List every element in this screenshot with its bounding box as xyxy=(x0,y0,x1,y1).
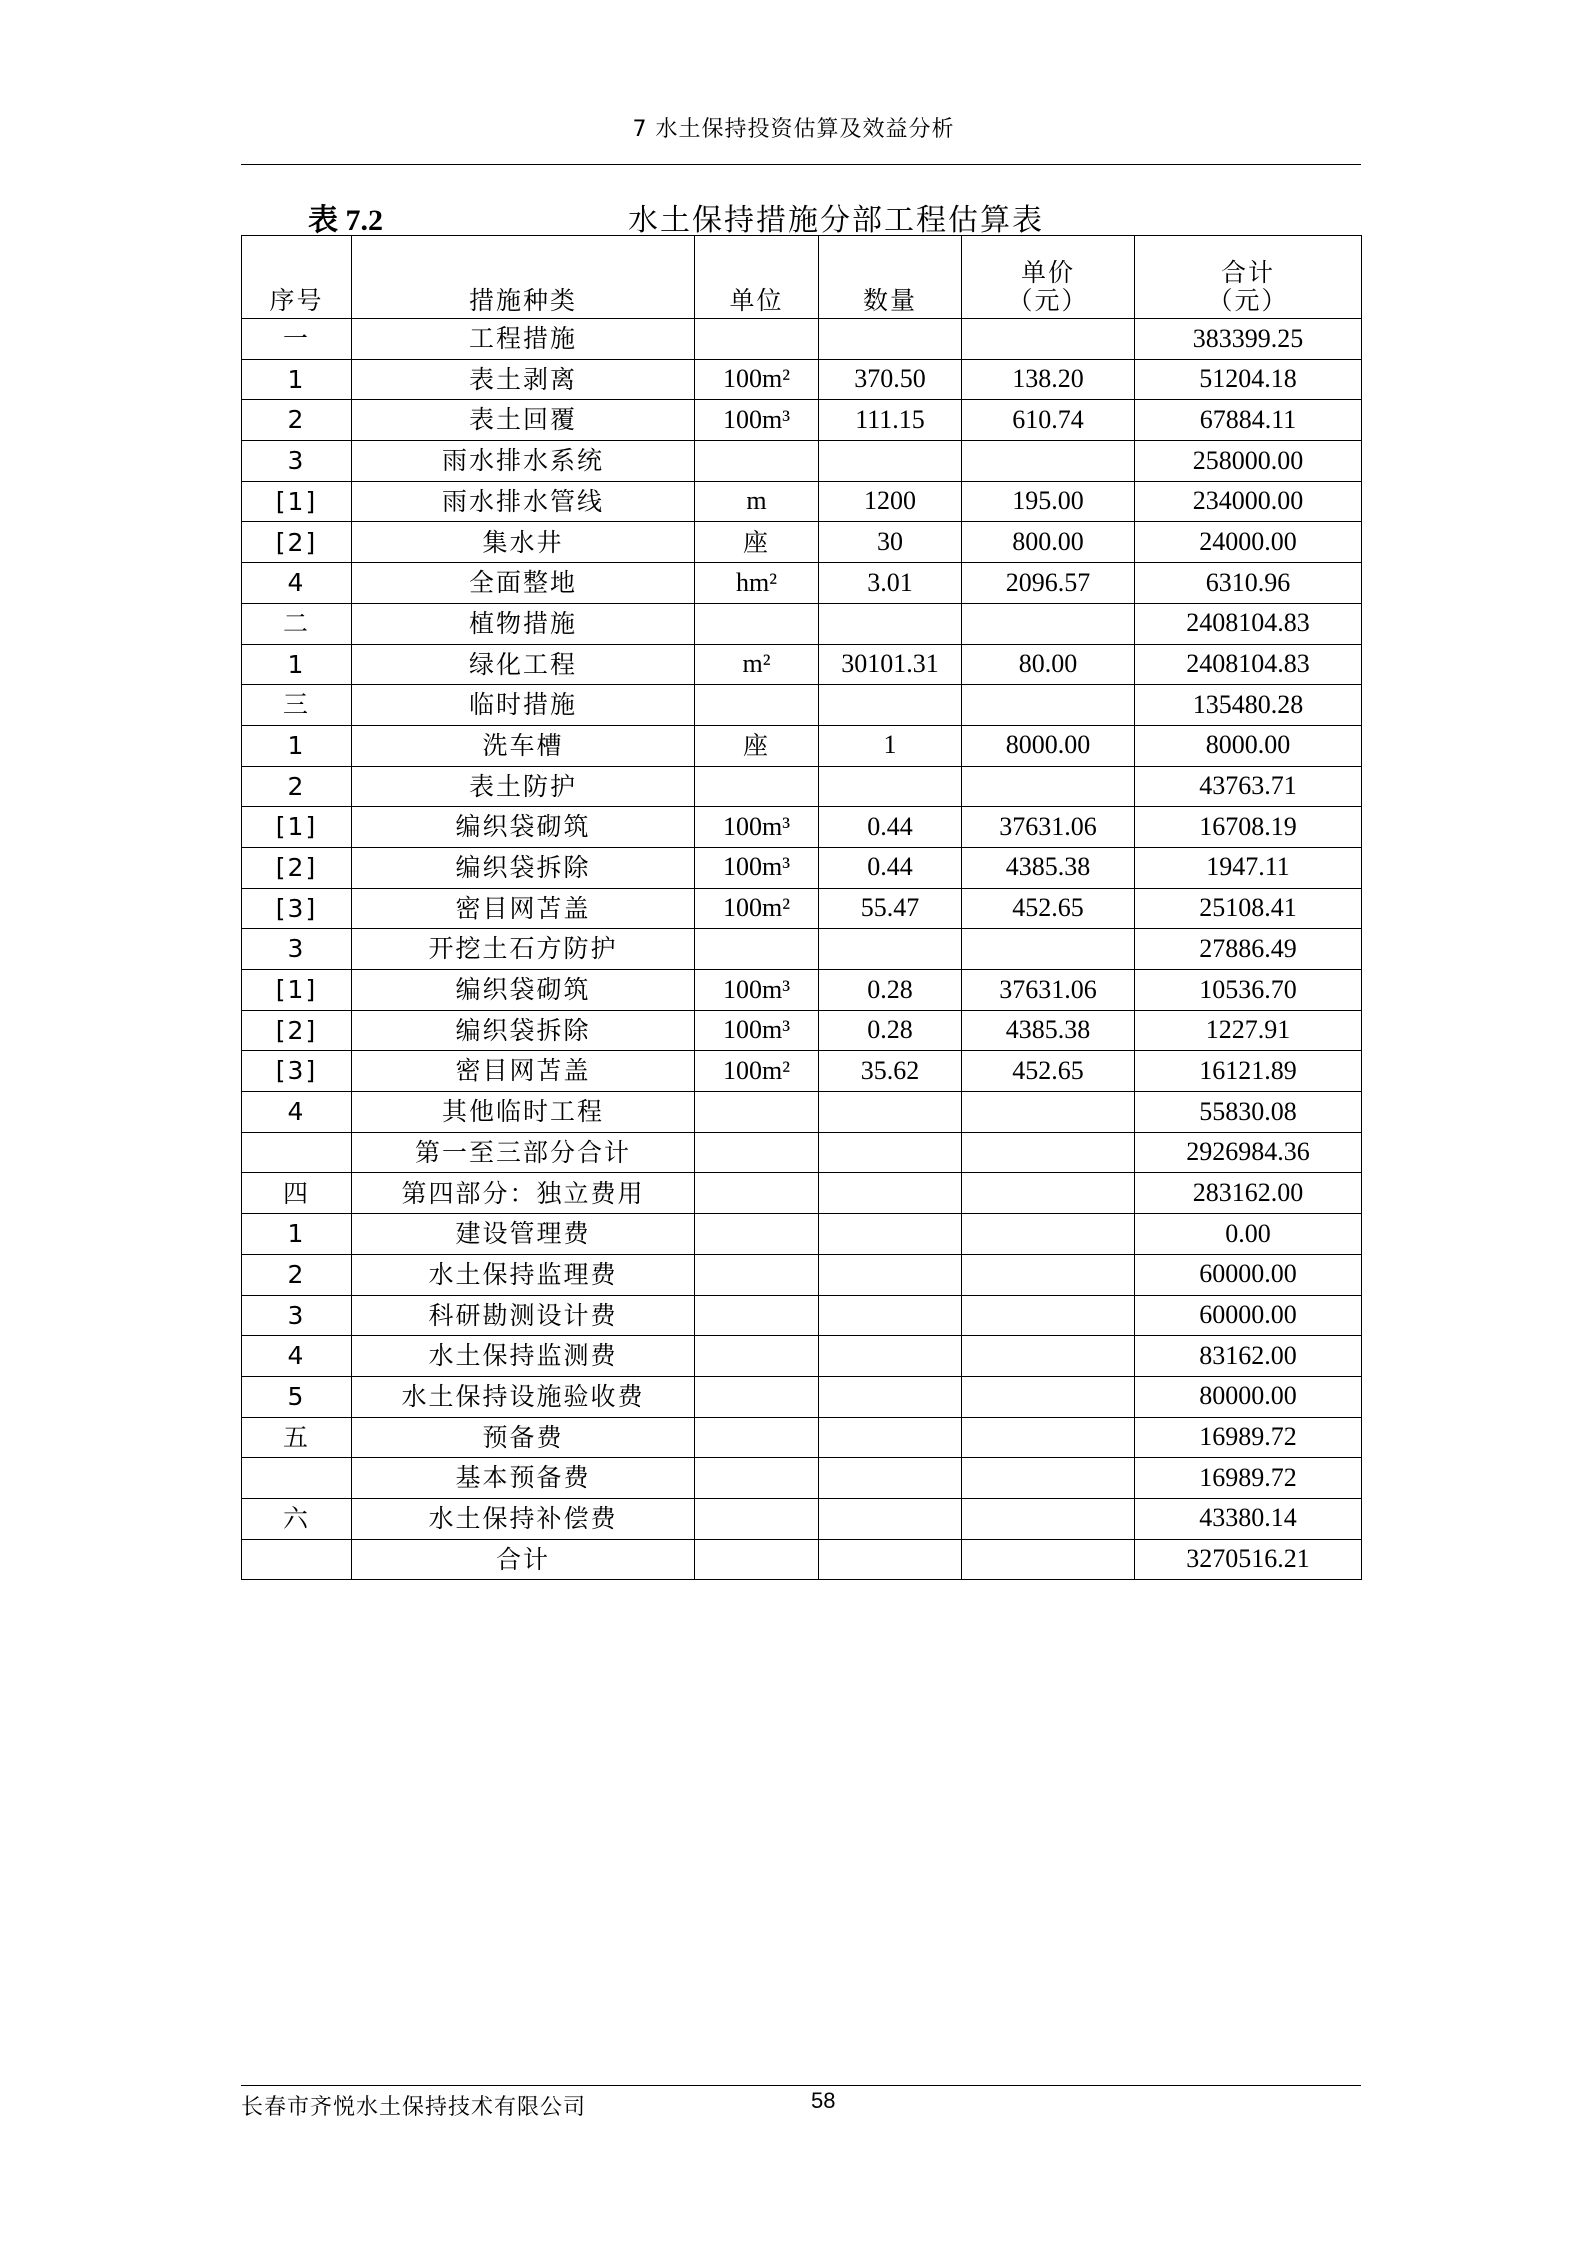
cell-serial-no: [2] xyxy=(242,1010,352,1051)
cell-serial-no: [2] xyxy=(242,847,352,888)
cell-quantity xyxy=(819,685,962,726)
table-row xyxy=(242,359,1362,400)
table-row xyxy=(242,1010,1362,1051)
cell-unit xyxy=(695,1417,819,1458)
table-row xyxy=(242,563,1362,604)
cell-measure-type: 建设管理费 xyxy=(352,1214,695,1255)
cell-total: 16989.72 xyxy=(1135,1458,1362,1499)
cell-quantity xyxy=(819,1254,962,1295)
header-total-line2: （元） xyxy=(1207,285,1289,315)
cell-unit xyxy=(695,1336,819,1377)
cell-quantity: 370.50 xyxy=(819,359,962,400)
cell-total: 6310.96 xyxy=(1135,563,1362,604)
cell-quantity: 30101.31 xyxy=(819,644,962,685)
cell-unit-price xyxy=(962,1376,1135,1417)
cell-unit xyxy=(695,319,819,360)
header-total-line1: 合计 xyxy=(1220,258,1275,287)
cell-unit-price xyxy=(962,685,1135,726)
table-row xyxy=(242,807,1362,848)
cell-measure-type: 表土防护 xyxy=(352,766,695,807)
cell-quantity xyxy=(819,766,962,807)
cell-unit xyxy=(695,1173,819,1214)
cell-unit xyxy=(695,929,819,970)
cell-measure-type: 合计 xyxy=(352,1539,695,1580)
table-row xyxy=(242,766,1362,807)
footer-rule xyxy=(241,2085,1361,2086)
cell-unit-price: 2096.57 xyxy=(962,563,1135,604)
cell-serial-no: 二 xyxy=(242,603,352,644)
cell-total: 16989.72 xyxy=(1135,1417,1362,1458)
cell-measure-type: 绿化工程 xyxy=(352,644,695,685)
cell-quantity xyxy=(819,1376,962,1417)
cell-unit-price xyxy=(962,1132,1135,1173)
cell-unit: 100m³ xyxy=(695,970,819,1011)
table-row xyxy=(242,929,1362,970)
header-total xyxy=(1135,236,1362,319)
running-header: 7 水土保持投资估算及效益分析 xyxy=(632,117,955,142)
cell-unit-price: 138.20 xyxy=(962,359,1135,400)
table-row xyxy=(242,441,1362,482)
table-row xyxy=(242,1498,1362,1539)
cell-unit xyxy=(695,1539,819,1580)
cell-total: 43380.14 xyxy=(1135,1498,1362,1539)
cell-measure-type: 其他临时工程 xyxy=(352,1092,695,1133)
cell-unit xyxy=(695,441,819,482)
cell-total: 2926984.36 xyxy=(1135,1132,1362,1173)
cell-measure-type: 临时措施 xyxy=(352,685,695,726)
cell-serial-no: 四 xyxy=(242,1173,352,1214)
cell-total: 43763.71 xyxy=(1135,766,1362,807)
header-unit-price-line2: （元） xyxy=(1007,285,1089,315)
cell-serial-no: [1] xyxy=(242,807,352,848)
cell-total: 258000.00 xyxy=(1135,441,1362,482)
cell-quantity: 1200 xyxy=(819,481,962,522)
cell-quantity xyxy=(819,1498,962,1539)
cell-unit-price: 37631.06 xyxy=(962,970,1135,1011)
cell-serial-no: 一 xyxy=(242,319,352,360)
cell-serial-no: 4 xyxy=(242,1336,352,1377)
cell-serial-no: [3] xyxy=(242,1051,352,1092)
cell-unit-price xyxy=(962,766,1135,807)
cell-quantity: 30 xyxy=(819,522,962,563)
cell-unit: 100m³ xyxy=(695,400,819,441)
cell-measure-type: 第四部分：独立费用 xyxy=(352,1173,695,1214)
cell-quantity xyxy=(819,1458,962,1499)
cell-serial-no: 三 xyxy=(242,685,352,726)
cell-unit: m xyxy=(695,481,819,522)
table-row xyxy=(242,888,1362,929)
cell-unit xyxy=(695,1458,819,1499)
cell-measure-type: 雨水排水管线 xyxy=(352,481,695,522)
cell-unit-price xyxy=(962,603,1135,644)
cell-serial-no: 3 xyxy=(242,1295,352,1336)
cell-unit: 100m² xyxy=(695,888,819,929)
cell-unit: 100m² xyxy=(695,1051,819,1092)
cell-quantity: 0.44 xyxy=(819,847,962,888)
table-row xyxy=(242,1132,1362,1173)
cell-unit: 100m³ xyxy=(695,807,819,848)
cell-unit: m² xyxy=(695,644,819,685)
table-row xyxy=(242,400,1362,441)
cell-serial-no: 五 xyxy=(242,1417,352,1458)
table-body xyxy=(242,319,1362,1580)
cell-unit-price xyxy=(962,1295,1135,1336)
cell-quantity: 3.01 xyxy=(819,563,962,604)
cell-unit-price: 452.65 xyxy=(962,888,1135,929)
cell-total: 0.00 xyxy=(1135,1214,1362,1255)
cell-total: 234000.00 xyxy=(1135,481,1362,522)
cell-unit xyxy=(695,1295,819,1336)
table-row xyxy=(242,522,1362,563)
cell-quantity xyxy=(819,441,962,482)
cell-total: 27886.49 xyxy=(1135,929,1362,970)
cell-measure-type: 雨水排水系统 xyxy=(352,441,695,482)
cell-total: 24000.00 xyxy=(1135,522,1362,563)
cell-measure-type: 表土剥离 xyxy=(352,359,695,400)
cell-unit: 100m³ xyxy=(695,1010,819,1051)
page-number: 58 xyxy=(811,2088,836,2113)
cell-total: 383399.25 xyxy=(1135,319,1362,360)
cell-unit: 100m³ xyxy=(695,847,819,888)
cell-serial-no: [1] xyxy=(242,970,352,1011)
cell-measure-type: 科研勘测设计费 xyxy=(352,1295,695,1336)
cell-unit-price xyxy=(962,1214,1135,1255)
cell-serial-no: [1] xyxy=(242,481,352,522)
cell-measure-type: 预备费 xyxy=(352,1417,695,1458)
cell-total: 60000.00 xyxy=(1135,1295,1362,1336)
cell-measure-type: 工程措施 xyxy=(352,319,695,360)
cell-quantity xyxy=(819,1336,962,1377)
cell-serial-no: 1 xyxy=(242,1214,352,1255)
cell-measure-type: 基本预备费 xyxy=(352,1458,695,1499)
table-row xyxy=(242,1214,1362,1255)
cell-total: 10536.70 xyxy=(1135,970,1362,1011)
cell-serial-no: 1 xyxy=(242,359,352,400)
cell-measure-type: 编织袋砌筑 xyxy=(352,807,695,848)
cell-measure-type: 集水井 xyxy=(352,522,695,563)
table-row xyxy=(242,1458,1362,1499)
estimate-table xyxy=(241,235,1362,1580)
cell-unit: 座 xyxy=(695,725,819,766)
cell-serial-no xyxy=(242,1458,352,1499)
cell-serial-no: 2 xyxy=(242,1254,352,1295)
cell-unit-price xyxy=(962,929,1135,970)
table-row xyxy=(242,1092,1362,1133)
cell-quantity xyxy=(819,603,962,644)
cell-quantity: 35.62 xyxy=(819,1051,962,1092)
cell-unit xyxy=(695,766,819,807)
cell-total: 55830.08 xyxy=(1135,1092,1362,1133)
cell-measure-type: 植物措施 xyxy=(352,603,695,644)
cell-serial-no: 2 xyxy=(242,766,352,807)
table-row xyxy=(242,644,1362,685)
cell-unit-price: 610.74 xyxy=(962,400,1135,441)
table-row xyxy=(242,1417,1362,1458)
cell-unit-price: 80.00 xyxy=(962,644,1135,685)
cell-serial-no: 3 xyxy=(242,441,352,482)
cell-total: 67884.11 xyxy=(1135,400,1362,441)
cell-serial-no: [3] xyxy=(242,888,352,929)
cell-total: 2408104.83 xyxy=(1135,603,1362,644)
cell-total: 283162.00 xyxy=(1135,1173,1362,1214)
table-row xyxy=(242,1539,1362,1580)
cell-total: 135480.28 xyxy=(1135,685,1362,726)
cell-unit-price: 8000.00 xyxy=(962,725,1135,766)
cell-quantity xyxy=(819,1092,962,1133)
cell-unit xyxy=(695,685,819,726)
header-unit-price xyxy=(962,236,1135,319)
cell-unit-price: 800.00 xyxy=(962,522,1135,563)
table-row xyxy=(242,1376,1362,1417)
table-row xyxy=(242,1336,1362,1377)
cell-total: 83162.00 xyxy=(1135,1336,1362,1377)
cell-quantity xyxy=(819,1417,962,1458)
table-row xyxy=(242,603,1362,644)
table-row xyxy=(242,1254,1362,1295)
table-row xyxy=(242,685,1362,726)
cell-serial-no: 5 xyxy=(242,1376,352,1417)
cell-measure-type: 洗车槽 xyxy=(352,725,695,766)
cell-measure-type: 编织袋拆除 xyxy=(352,1010,695,1051)
cell-total: 25108.41 xyxy=(1135,888,1362,929)
cell-serial-no xyxy=(242,1539,352,1580)
cell-unit xyxy=(695,1132,819,1173)
cell-total: 16708.19 xyxy=(1135,807,1362,848)
cell-quantity: 55.47 xyxy=(819,888,962,929)
cell-unit-price xyxy=(962,1458,1135,1499)
cell-measure-type: 编织袋拆除 xyxy=(352,847,695,888)
cell-unit-price xyxy=(962,1173,1135,1214)
table-label: 表 7.2 xyxy=(308,204,383,237)
header-rule xyxy=(241,164,1361,165)
cell-unit: 座 xyxy=(695,522,819,563)
table-row xyxy=(242,319,1362,360)
cell-measure-type: 水土保持设施验收费 xyxy=(352,1376,695,1417)
cell-quantity xyxy=(819,1295,962,1336)
cell-measure-type: 水土保持补偿费 xyxy=(352,1498,695,1539)
cell-total: 8000.00 xyxy=(1135,725,1362,766)
cell-total: 60000.00 xyxy=(1135,1254,1362,1295)
cell-total: 16121.89 xyxy=(1135,1051,1362,1092)
table-row xyxy=(242,847,1362,888)
cell-total: 80000.00 xyxy=(1135,1376,1362,1417)
cell-total: 51204.18 xyxy=(1135,359,1362,400)
cell-serial-no: [2] xyxy=(242,522,352,563)
cell-measure-type: 全面整地 xyxy=(352,563,695,604)
cell-serial-no: 4 xyxy=(242,1092,352,1133)
cell-serial-no: 六 xyxy=(242,1498,352,1539)
cell-quantity xyxy=(819,1539,962,1580)
table-row xyxy=(242,1173,1362,1214)
cell-total: 3270516.21 xyxy=(1135,1539,1362,1580)
cell-quantity xyxy=(819,1214,962,1255)
table-row xyxy=(242,725,1362,766)
cell-serial-no: 1 xyxy=(242,644,352,685)
table-title: 水土保持措施分部工程估算表 xyxy=(628,203,1044,238)
cell-unit xyxy=(695,1376,819,1417)
header-unit: 单位 xyxy=(695,236,819,319)
header-quantity: 数量 xyxy=(819,236,962,319)
cell-unit-price xyxy=(962,1539,1135,1580)
cell-serial-no: 1 xyxy=(242,725,352,766)
cell-unit-price xyxy=(962,319,1135,360)
cell-unit xyxy=(695,603,819,644)
footer-company: 长春市齐悦水土保持技术有限公司 xyxy=(241,2095,587,2120)
cell-quantity: 0.44 xyxy=(819,807,962,848)
cell-measure-type: 水土保持监理费 xyxy=(352,1254,695,1295)
cell-unit-price: 195.00 xyxy=(962,481,1135,522)
table-row xyxy=(242,1295,1362,1336)
cell-measure-type: 编织袋砌筑 xyxy=(352,970,695,1011)
cell-quantity xyxy=(819,1173,962,1214)
header-serial-no: 序号 xyxy=(242,236,352,319)
table-header-row xyxy=(242,236,1362,319)
cell-unit-price: 37631.06 xyxy=(962,807,1135,848)
cell-measure-type: 开挖土石方防护 xyxy=(352,929,695,970)
cell-unit xyxy=(695,1498,819,1539)
cell-total: 2408104.83 xyxy=(1135,644,1362,685)
table-row xyxy=(242,970,1362,1011)
cell-unit-price xyxy=(962,1254,1135,1295)
cell-measure-type: 密目网苫盖 xyxy=(352,1051,695,1092)
header-unit-price-line1: 单价 xyxy=(1020,258,1075,287)
cell-unit: hm² xyxy=(695,563,819,604)
cell-quantity: 1 xyxy=(819,725,962,766)
cell-measure-type: 第一至三部分合计 xyxy=(352,1132,695,1173)
cell-serial-no: 2 xyxy=(242,400,352,441)
cell-quantity: 0.28 xyxy=(819,970,962,1011)
cell-measure-type: 密目网苫盖 xyxy=(352,888,695,929)
cell-serial-no: 3 xyxy=(242,929,352,970)
cell-serial-no xyxy=(242,1132,352,1173)
cell-unit-price: 4385.38 xyxy=(962,1010,1135,1051)
cell-unit xyxy=(695,1214,819,1255)
cell-unit-price: 4385.38 xyxy=(962,847,1135,888)
cell-unit: 100m² xyxy=(695,359,819,400)
cell-quantity xyxy=(819,1132,962,1173)
cell-unit-price xyxy=(962,1336,1135,1377)
cell-total: 1947.11 xyxy=(1135,847,1362,888)
cell-unit-price xyxy=(962,1092,1135,1133)
cell-quantity: 0.28 xyxy=(819,1010,962,1051)
cell-unit-price: 452.65 xyxy=(962,1051,1135,1092)
cell-unit xyxy=(695,1254,819,1295)
cell-quantity xyxy=(819,319,962,360)
cell-unit-price xyxy=(962,441,1135,482)
cell-unit-price xyxy=(962,1417,1135,1458)
table-row xyxy=(242,1051,1362,1092)
header-measure-type: 措施种类 xyxy=(352,236,695,319)
cell-quantity xyxy=(819,929,962,970)
cell-measure-type: 表土回覆 xyxy=(352,400,695,441)
table-row xyxy=(242,481,1362,522)
cell-measure-type: 水土保持监测费 xyxy=(352,1336,695,1377)
cell-total: 1227.91 xyxy=(1135,1010,1362,1051)
cell-unit-price xyxy=(962,1498,1135,1539)
cell-serial-no: 4 xyxy=(242,563,352,604)
cell-quantity: 111.15 xyxy=(819,400,962,441)
cell-unit xyxy=(695,1092,819,1133)
